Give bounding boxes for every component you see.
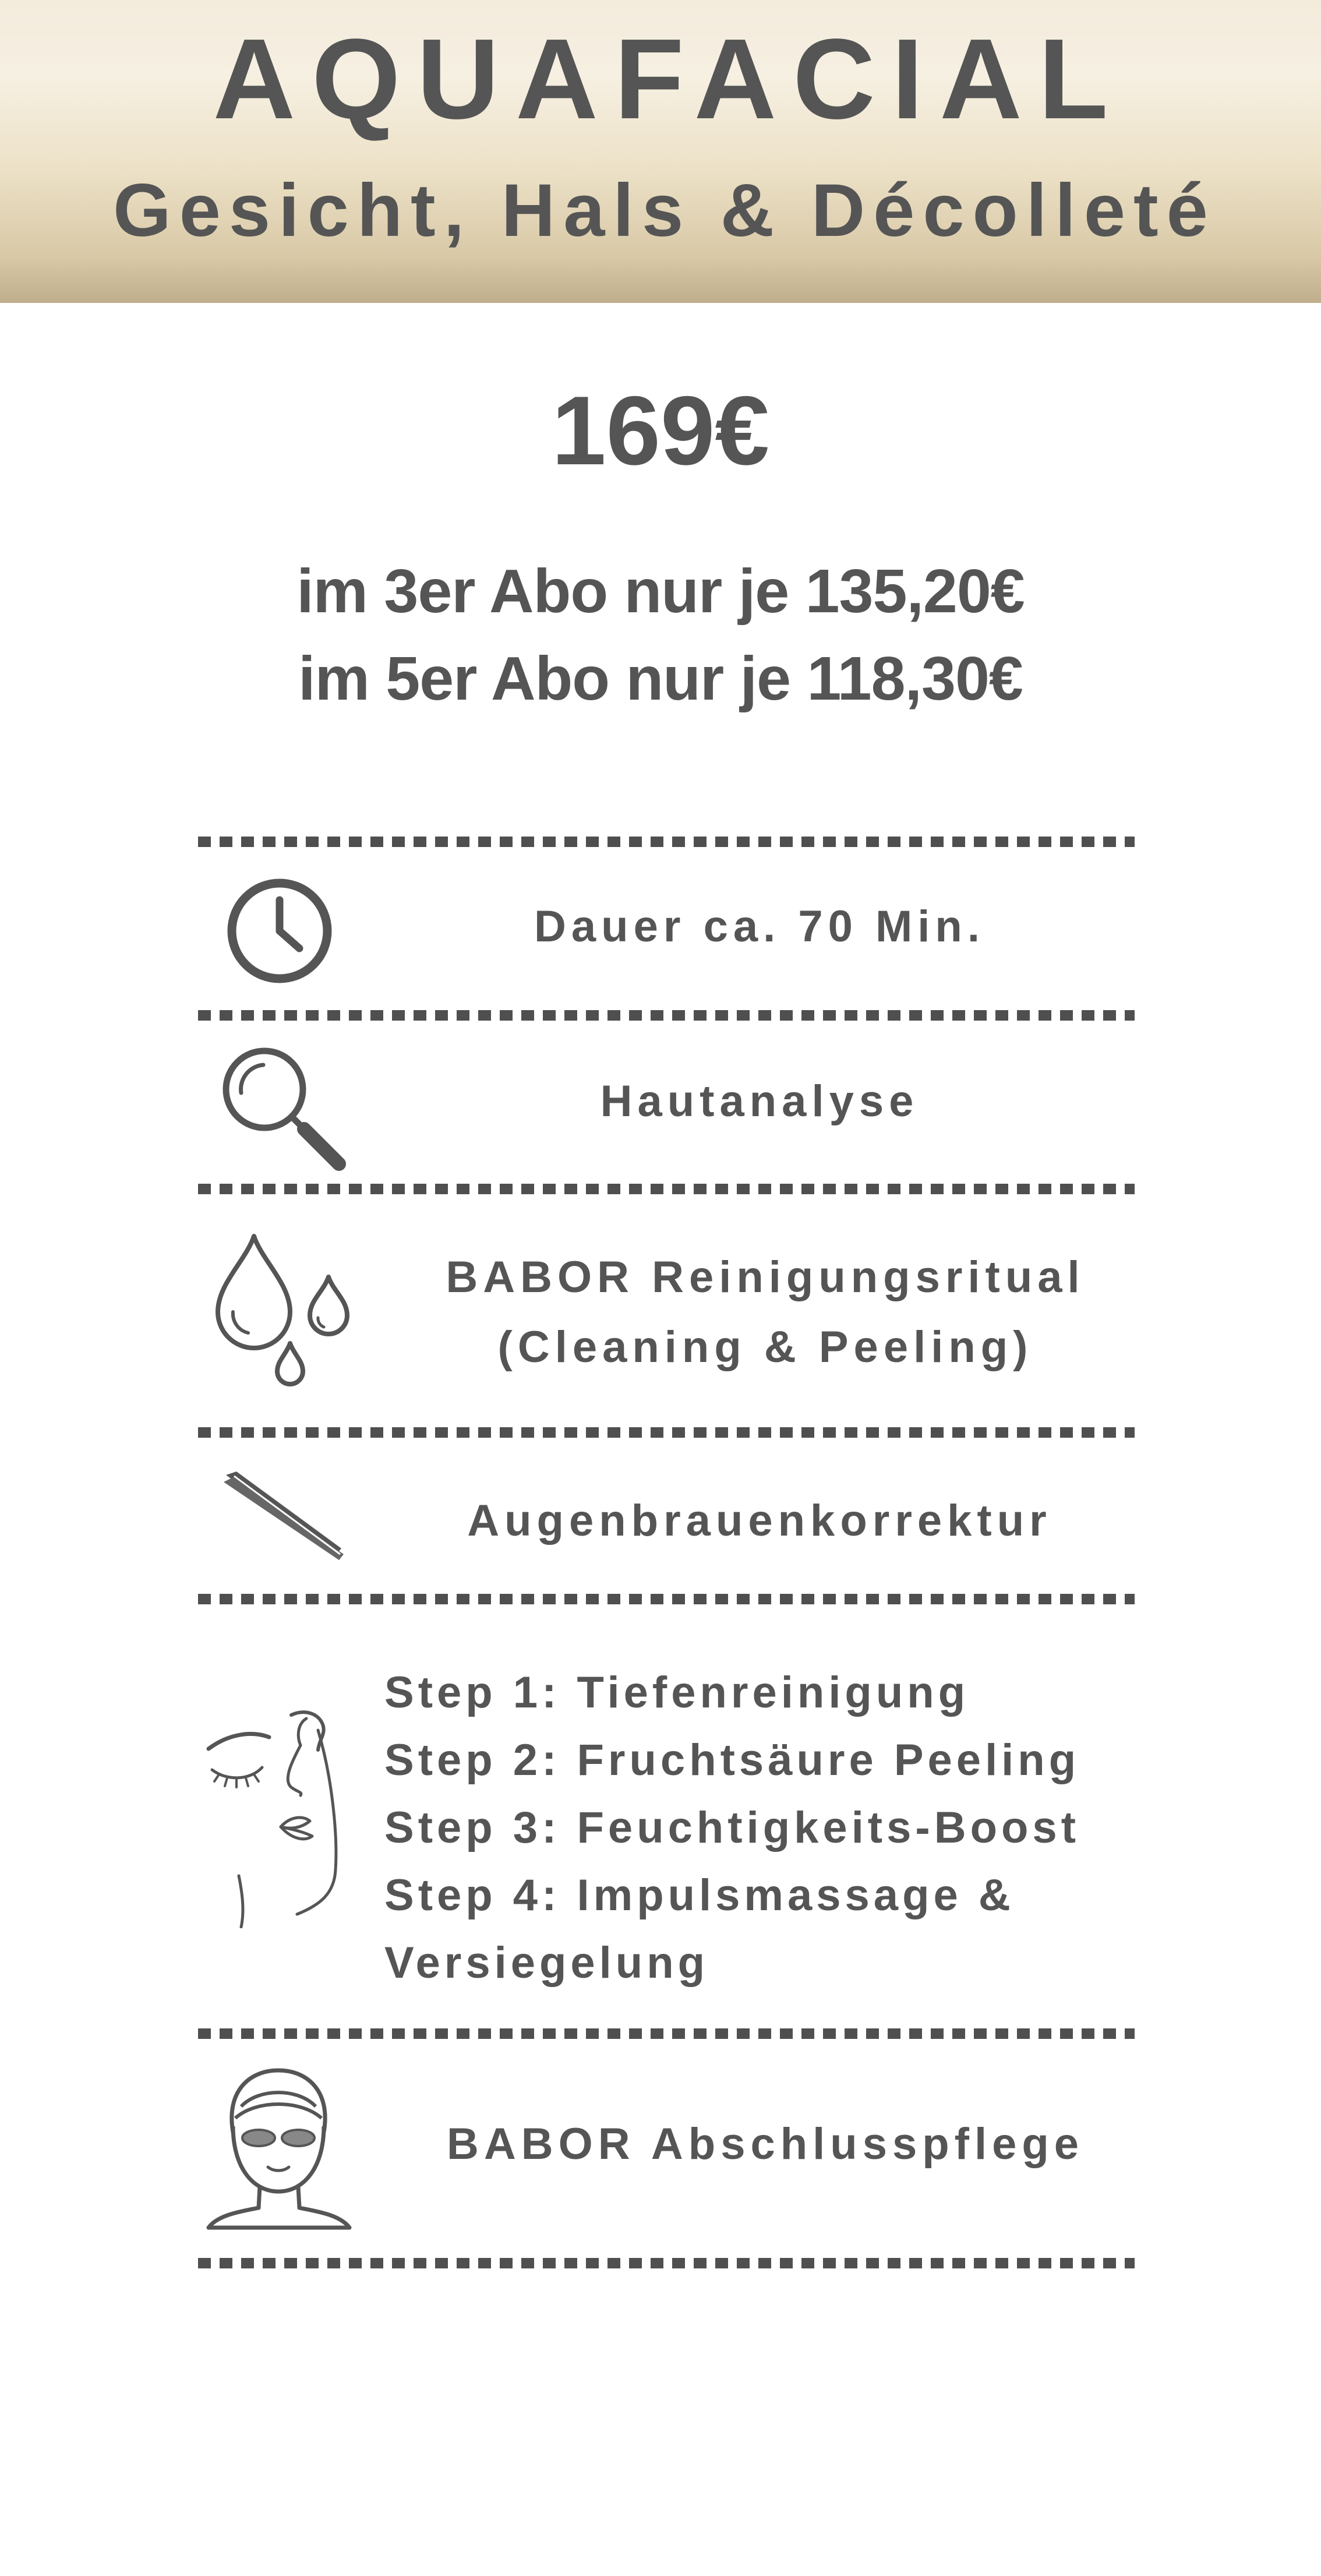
analysis-text: Hautanalyse xyxy=(600,1077,919,1126)
clock-icon xyxy=(222,874,337,988)
price-main: 169€ xyxy=(552,376,769,485)
price-abo-5: im 5er Abo nur je 118,30€ xyxy=(298,644,1023,713)
dotted-separator xyxy=(198,1184,1135,1194)
magnifier-icon xyxy=(217,1042,348,1173)
step-item: Step 3: Feuchtigkeits-Boost xyxy=(384,1803,1080,1852)
dotted-separator xyxy=(198,1594,1135,1604)
page-title: AQUAFACIAL xyxy=(213,15,1125,143)
dotted-separator xyxy=(198,1427,1135,1438)
water-drops-icon xyxy=(212,1230,358,1393)
page-subtitle: Gesicht, Hals & Décolleté xyxy=(113,169,1216,252)
duration-text: Dauer ca. 70 Min. xyxy=(534,902,985,951)
price-abo-3: im 3er Abo nur je 135,20€ xyxy=(296,557,1025,626)
header-banner xyxy=(0,0,1321,303)
cleansing-line-1: BABOR Reinigungsritual xyxy=(446,1252,1085,1302)
dotted-separator xyxy=(198,2028,1135,2039)
face-profile-icon xyxy=(204,1707,355,1928)
face-mask-icon xyxy=(200,2062,358,2231)
tweezers-icon xyxy=(219,1467,353,1566)
step-item: Step 4: Impulsmassage & xyxy=(384,1871,1015,1920)
step-item: Versiegelung xyxy=(384,1938,709,1988)
step-item: Step 1: Tiefenreinigung xyxy=(384,1668,970,1717)
dotted-separator xyxy=(198,837,1135,847)
final-care-text: BABOR Abschlusspflege xyxy=(446,2119,1085,2169)
eyebrow-text: Augenbrauenkorrektur xyxy=(467,1496,1052,1545)
dotted-separator xyxy=(198,1010,1135,1021)
step-item: Step 2: Fruchtsäure Peeling xyxy=(384,1735,1080,1785)
dotted-separator xyxy=(198,2258,1135,2268)
cleansing-line-2: (Cleaning & Peeling) xyxy=(497,1322,1033,1372)
steps-list xyxy=(384,1659,1080,1997)
